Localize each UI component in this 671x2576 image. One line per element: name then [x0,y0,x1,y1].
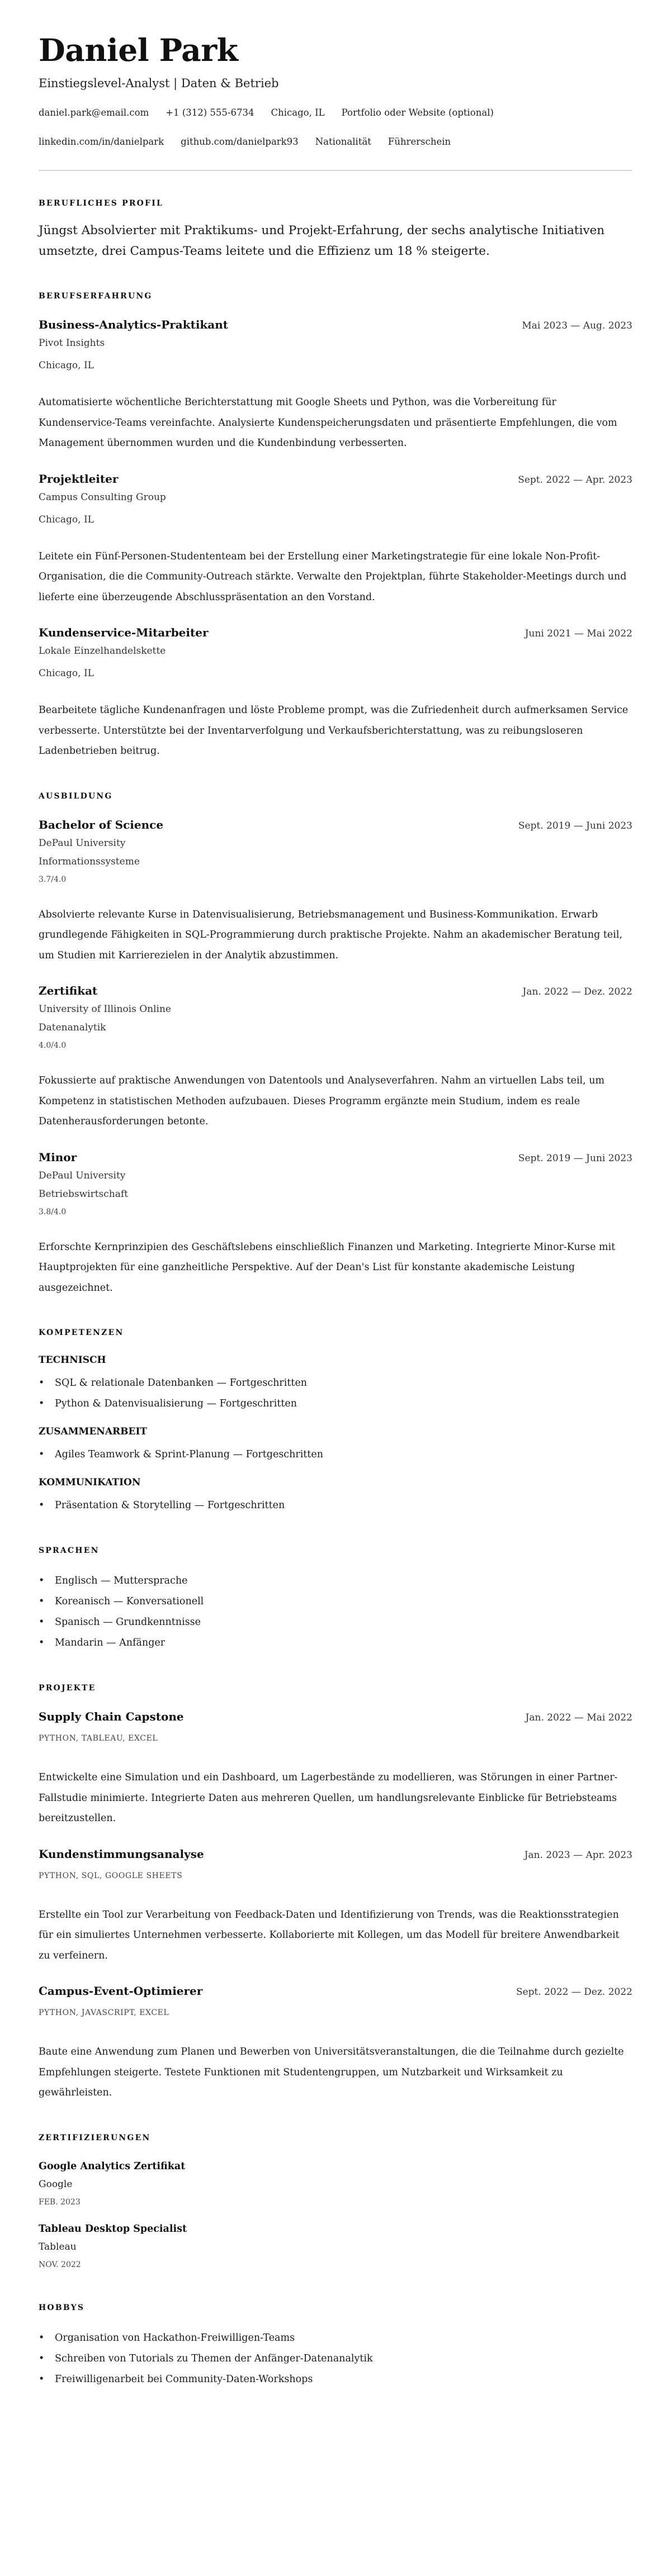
hobby-text: Freiwilligenarbeit bei Community-Daten-Workshops [55,2373,313,2385]
contact-nationality: Nationalität [315,136,371,147]
project-tech-stack: PYTHON, SQL, GOOGLE SHEETS [39,1871,183,1880]
job-location: Chicago, IL [39,360,94,371]
bullet-icon: • [39,1617,45,1628]
skills-section [39,1327,632,1516]
job-dates: Juni 2021 — Mai 2022 [524,628,632,639]
section-heading: PROJEKTE [39,1684,96,1693]
school-name: DePaul University [39,1170,126,1181]
education-entry [39,982,632,1132]
profile-summary: Jüngst Absolvierter mit Praktikums- und Projekt-Erfahrung, der sechs analytische Initiativen umsetzte, drei Campus-Teams leitete und die Effizienz um 18 % steigerte. [39,224,605,258]
job-description: Automatisierte wöchentliche Berichterstattung mit Google Sheets und Python, was die Vorbereitung für Kundenservice-Teams vereinfachte. Analysierte Kundenspeicherungsdaten und präsentierte Empfehlungen, die vom Management übernommen wurden und die Kundenbindung verbesserten. [39,397,617,449]
contact-portfolio[interactable]: Portfolio oder Website (optional) [341,107,494,118]
field-of-study: Datenanalytik [39,1022,106,1033]
project-description: Entwickelte eine Simulation und ein Dashboard, um Lagerbestände zu modellieren, was Störungen in einer Partner-Fallstudie minimierte. Integrierte Daten aus mehreren Quellen, um handlungsrelevante Einblicke für Betriebsteams bereitzustellen. [39,1772,618,1824]
skill-text: Python & Datenvisualisierung — Fortgeschritten [55,1398,297,1409]
section-heading: SPRACHEN [39,1546,100,1555]
school-name: DePaul University [39,837,126,849]
education-dates: Sept. 2019 — Juni 2023 [518,820,632,831]
project-title: Supply Chain Capstone [39,1710,184,1723]
project-dates: Jan. 2023 — Apr. 2023 [524,1849,632,1861]
company-name: Pivot Insights [39,338,105,349]
experience-entry [39,316,632,454]
degree-title: Zertifikat [39,984,98,997]
certification-title: Tableau Desktop Specialist [39,2223,187,2235]
certification-title: Google Analytics Zertifikat [39,2160,186,2172]
language-text: Mandarin — Anfänger [55,1637,166,1648]
bullet-icon: • [39,1377,45,1389]
certification-issuer: Tableau [39,2241,77,2252]
bullet-icon: • [39,2352,45,2364]
language-item [39,1591,632,1612]
education-dates: Sept. 2019 — Juni 2023 [518,1152,632,1164]
field-of-study: Informationssysteme [39,856,140,867]
skill-item [39,1495,632,1516]
skill-text: Agiles Teamwork & Sprint-Planung — Fortgeschritten [55,1449,324,1460]
gpa: 3.7/4.0 [39,874,67,884]
job-location: Chicago, IL [39,514,94,525]
language-item [39,1633,632,1653]
certification-date: FEB. 2023 [39,2197,81,2207]
experience-section [39,291,632,762]
project-tech-stack: PYTHON, TABLEAU, EXCEL [39,1734,158,1743]
certification-issuer: Google [39,2178,73,2190]
contact-email[interactable]: daniel.park@email.com [39,107,149,118]
hobby-text: Organisation von Hackathon-Freiwilligen-Teams [55,2332,295,2344]
gpa: 4.0/4.0 [39,1041,67,1050]
skill-item [39,1373,632,1394]
certification-entry [39,2158,632,2211]
contact-linkedin[interactable]: linkedin.com/in/danielpark [39,136,164,147]
gpa: 3.8/4.0 [39,1207,67,1216]
skill-group [39,1353,632,1414]
job-location: Chicago, IL [39,668,94,679]
skill-group [39,1424,632,1465]
contact-location: Chicago, IL [271,107,325,118]
bullet-icon: • [39,2332,45,2344]
education-entry [39,816,632,966]
language-item [39,1612,632,1633]
project-entry [39,1708,632,1829]
job-title: Projektleiter [39,472,119,486]
project-entry [39,1846,632,1966]
contact-github[interactable]: github.com/danielpark93 [181,136,299,147]
hobby-text: Schreiben von Tutorials zu Themen der Anfänger-Datenanalytik [55,2352,373,2364]
skill-text: SQL & relationale Datenbanken — Fortgeschritten [55,1377,308,1389]
hobby-item [39,2369,632,2390]
bullet-icon: • [39,1398,45,1409]
degree-title: Minor [39,1150,77,1164]
education-entry [39,1149,632,1299]
job-dates: Sept. 2022 — Apr. 2023 [518,474,632,486]
contact-drivers-license: Führerschein [388,136,451,147]
education-dates: Jan. 2022 — Dez. 2022 [522,986,632,997]
section-heading: AUSBILDUNG [39,791,113,801]
bullet-icon: • [39,2373,45,2385]
project-title: Kundenstimmungsanalyse [39,1847,204,1861]
skill-item [39,1394,632,1414]
company-name: Campus Consulting Group [39,491,166,503]
field-of-study: Betriebswirtschaft [39,1188,129,1200]
education-description: Fokussierte auf praktische Anwendungen von Datentools und Analyseverfahren. Nahm an virtuellen Labs teil, um Kompetenz in statistischen Methoden aufzubauen. Dieses Programm ergänzte mein Studium, indem es reale Datenherausforderungen betonte. [39,1075,605,1127]
resume-header [39,32,632,171]
bullet-icon: • [39,1596,45,1607]
job-title: Business-Analytics-Praktikant [39,318,229,331]
language-text: Spanisch — Grundkenntnisse [55,1617,201,1628]
candidate-name: Daniel Park [39,32,238,68]
contact-list [39,106,631,149]
section-heading: ZERTIFIZIERUNGEN [39,2133,151,2142]
degree-title: Bachelor of Science [39,818,164,831]
project-title: Campus-Event-Optimierer [39,1984,203,1998]
profile-section [39,198,632,262]
contact-phone[interactable]: +1 (312) 555-6734 [166,107,254,118]
section-heading: BERUFSERFAHRUNG [39,292,153,301]
bullet-icon: • [39,1637,45,1648]
job-description: Leitete ein Fünf-Personen-Studententeam bei der Erstellung einer Marketingstrategie für eine lokale Non-Profit-Organisation, die die Community-Outreach stärkte. Verwalte den Projektplan, führte Stakeholder-Meetings durch und lieferte eine überzeugende Abschlusspräsentation an den Vorstand. [39,550,627,603]
bullet-icon: • [39,1500,45,1511]
language-item [39,1571,632,1591]
skill-group-title: ZUSAMMENARBEIT [39,1426,148,1437]
experience-entry [39,470,632,608]
languages-section [39,1545,632,1653]
project-entry [39,1983,632,2103]
section-heading: KOMPETENZEN [39,1328,124,1337]
candidate-headline: Einstiegslevel-Analyst | Daten & Betrieb [39,77,279,90]
hobby-item [39,2328,632,2349]
language-text: Koreanisch — Konversationell [55,1596,204,1607]
experience-entry [39,624,632,762]
skill-item [39,1444,632,1465]
section-heading: BERUFLICHES PROFIL [39,199,163,208]
job-title: Kundenservice-Mitarbeiter [39,626,209,639]
skill-group-title: TECHNISCH [39,1354,106,1366]
language-text: Englisch — Muttersprache [55,1575,188,1586]
skill-group-title: KOMMUNIKATION [39,1477,141,1488]
certification-date: NOV. 2022 [39,2260,81,2269]
skill-group [39,1475,632,1516]
bullet-icon: • [39,1575,45,1586]
certifications-section [39,2132,632,2273]
education-description: Absolvierte relevante Kurse in Datenvisualisierung, Betriebsmanagement und Business-Kommunikation. Erwarb grundlegende Fähigkeiten in SQL-Programmierung durch praktische Projekte. Nahm an akademischer Beratung teil, um Studien mit Karrierezielen in der Analytik abzustimmen. [39,909,623,961]
project-description: Erstellte ein Tool zur Verarbeitung von Feedback-Daten und Identifizierung von Trends, was die Reaktionsstrategien für ein simuliertes Unternehmen verbesserte. Kollaborierte mit Kollegen, um das Modell für breitere Anwendbarkeit zu verfeinern. [39,1909,620,1961]
section-heading: HOBBYS [39,2303,85,2312]
hobby-item [39,2349,632,2369]
hobbies-section [39,2302,632,2390]
skill-text: Präsentation & Storytelling — Fortgeschritten [55,1500,285,1511]
project-dates: Jan. 2022 — Mai 2022 [525,1712,632,1723]
project-description: Baute eine Anwendung zum Planen und Bewerben von Universitätsveranstaltungen, die die Teilnahme durch gezielte Empfehlungen steigerte. Testete Funktionen mit Studentengruppen, um Nutzbarkeit und Wirksamkeit zu gewährleisten. [39,2046,624,2098]
header-divider [39,170,632,171]
certification-entry [39,2221,632,2273]
project-tech-stack: PYTHON, JAVASCRIPT, EXCEL [39,2008,169,2017]
projects-section [39,1683,632,2103]
project-dates: Sept. 2022 — Dez. 2022 [516,1986,632,1998]
education-section [39,791,632,1299]
school-name: University of Illinois Online [39,1004,171,1015]
education-description: Erforschte Kernprinzipien des Geschäftslebens einschließlich Finanzen und Marketing. Integrierte Minor-Kurse mit Hauptprojekten für eine ganzheitliche Perspektive. Auf der Dean's List für konstante akademische Leistung ausgezeichnet. [39,1241,616,1294]
job-description: Bearbeitete tägliche Kundenanfragen und löste Probleme prompt, was die Zufriedenheit durch aufmerksamen Service verbesserte. Unterstützte bei der Inventarverfolgung und Verkaufsberichterstattung, was zu reibungsloseren Ladenbetrieben beitrug. [39,705,629,757]
company-name: Lokale Einzelhandelskette [39,645,166,657]
bullet-icon: • [39,1449,45,1460]
job-dates: Mai 2023 — Aug. 2023 [522,320,632,331]
